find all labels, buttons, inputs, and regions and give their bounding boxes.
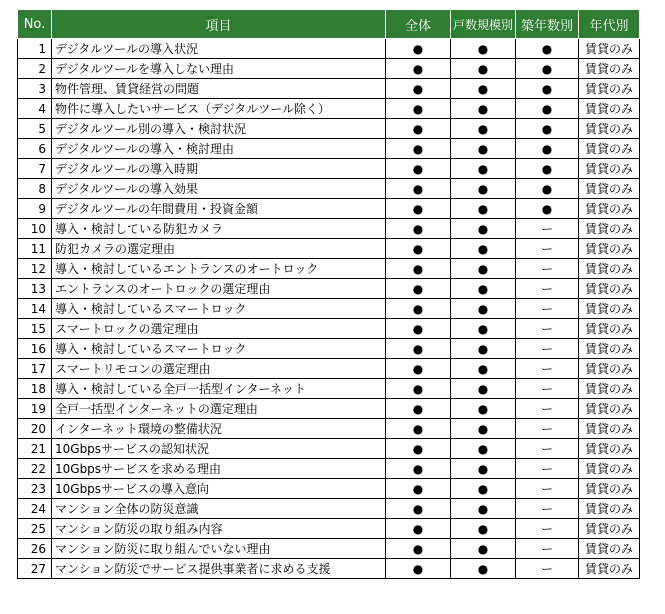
row-age-mark: ● — [516, 39, 579, 59]
row-number: 16 — [18, 339, 52, 359]
table-row — [18, 39, 640, 59]
row-era-value: 賃貸のみ — [579, 179, 640, 199]
row-era-value: 賃貸のみ — [579, 459, 640, 479]
row-units-mark: ● — [451, 499, 516, 519]
row-age-mark: ー — [516, 479, 579, 499]
row-number: 3 — [18, 79, 52, 99]
row-units-mark: ● — [451, 419, 516, 439]
row-item-label: デジタルツール別の導入・検討状況 — [52, 119, 386, 139]
row-number: 8 — [18, 179, 52, 199]
row-item-label: 物件に導入したいサービス（デジタルツール除く） — [52, 99, 386, 119]
row-item-label: マンション全体の防災意識 — [52, 499, 386, 519]
row-item-label: マンション防災の取り組み内容 — [52, 519, 386, 539]
table-row — [18, 399, 640, 419]
table-header-row — [18, 10, 640, 39]
row-units-mark: ● — [451, 359, 516, 379]
row-age-mark: ー — [516, 519, 579, 539]
row-item-label: 導入・検討しているスマートロック — [52, 339, 386, 359]
row-age-mark: ー — [516, 419, 579, 439]
row-era-value: 賃貸のみ — [579, 439, 640, 459]
table-row — [18, 279, 640, 299]
row-number: 20 — [18, 419, 52, 439]
row-units-mark: ● — [451, 59, 516, 79]
row-units-mark: ● — [451, 519, 516, 539]
row-age-mark: ー — [516, 559, 579, 579]
row-all-mark: ● — [386, 519, 451, 539]
row-number: 26 — [18, 539, 52, 559]
row-era-value: 賃貸のみ — [579, 379, 640, 399]
row-item-label: 全戸一括型インターネットの選定理由 — [52, 399, 386, 419]
table-row — [18, 199, 640, 219]
row-era-value: 賃貸のみ — [579, 359, 640, 379]
header-age: 築年数別 — [516, 10, 579, 39]
row-era-value: 賃貸のみ — [579, 279, 640, 299]
row-all-mark: ● — [386, 119, 451, 139]
row-number: 19 — [18, 399, 52, 419]
row-era-value: 賃貸のみ — [579, 119, 640, 139]
row-all-mark: ● — [386, 379, 451, 399]
row-item-label: インターネット環境の整備状況 — [52, 419, 386, 439]
row-era-value: 賃貸のみ — [579, 199, 640, 219]
row-age-mark: ● — [516, 119, 579, 139]
row-number: 1 — [18, 39, 52, 59]
row-era-value: 賃貸のみ — [579, 259, 640, 279]
row-units-mark: ● — [451, 119, 516, 139]
row-item-label: 導入・検討しているスマートロック — [52, 299, 386, 319]
row-item-label: マンション防災に取り組んでいない理由 — [52, 539, 386, 559]
row-all-mark: ● — [386, 259, 451, 279]
table-row — [18, 179, 640, 199]
row-era-value: 賃貸のみ — [579, 339, 640, 359]
table-row — [18, 359, 640, 379]
row-number: 10 — [18, 219, 52, 239]
table-row — [18, 479, 640, 499]
row-era-value: 賃貸のみ — [579, 99, 640, 119]
row-units-mark: ● — [451, 99, 516, 119]
row-all-mark: ● — [386, 239, 451, 259]
row-age-mark: ● — [516, 199, 579, 219]
table-row — [18, 59, 640, 79]
row-item-label: スマートロックの選定理由 — [52, 319, 386, 339]
row-item-label: デジタルツールの導入効果 — [52, 179, 386, 199]
row-number: 7 — [18, 159, 52, 179]
row-era-value: 賃貸のみ — [579, 519, 640, 539]
row-item-label: 導入・検討している防犯カメラ — [52, 219, 386, 239]
table-row — [18, 79, 640, 99]
survey-items-table — [17, 9, 640, 579]
row-era-value: 賃貸のみ — [579, 399, 640, 419]
row-all-mark: ● — [386, 219, 451, 239]
row-units-mark: ● — [451, 199, 516, 219]
row-number: 6 — [18, 139, 52, 159]
row-era-value: 賃貸のみ — [579, 59, 640, 79]
row-age-mark: ー — [516, 239, 579, 259]
row-item-label: デジタルツールの導入時期 — [52, 159, 386, 179]
row-age-mark: ー — [516, 259, 579, 279]
row-units-mark: ● — [451, 479, 516, 499]
row-all-mark: ● — [386, 499, 451, 519]
row-age-mark: ● — [516, 179, 579, 199]
row-all-mark: ● — [386, 419, 451, 439]
row-age-mark: ー — [516, 299, 579, 319]
table-row — [18, 559, 640, 579]
row-era-value: 賃貸のみ — [579, 39, 640, 59]
row-units-mark: ● — [451, 439, 516, 459]
row-units-mark: ● — [451, 259, 516, 279]
row-era-value: 賃貸のみ — [579, 559, 640, 579]
row-item-label: デジタルツールの導入状況 — [52, 39, 386, 59]
row-number: 24 — [18, 499, 52, 519]
row-all-mark: ● — [386, 39, 451, 59]
row-all-mark: ● — [386, 279, 451, 299]
row-item-label: スマートリモコンの選定理由 — [52, 359, 386, 379]
row-item-label: 10Gbpsサービスの認知状況 — [52, 439, 386, 459]
row-age-mark: ● — [516, 159, 579, 179]
table-row — [18, 119, 640, 139]
table-row — [18, 419, 640, 439]
row-age-mark: ー — [516, 499, 579, 519]
row-units-mark: ● — [451, 79, 516, 99]
row-age-mark: ー — [516, 319, 579, 339]
row-all-mark: ● — [386, 139, 451, 159]
row-units-mark: ● — [451, 379, 516, 399]
row-all-mark: ● — [386, 399, 451, 419]
row-all-mark: ● — [386, 479, 451, 499]
row-units-mark: ● — [451, 139, 516, 159]
table-row — [18, 539, 640, 559]
table-row — [18, 519, 640, 539]
row-units-mark: ● — [451, 239, 516, 259]
row-age-mark: ー — [516, 279, 579, 299]
row-age-mark: ー — [516, 379, 579, 399]
row-item-label: 導入・検討している全戸一括型インターネット — [52, 379, 386, 399]
table-row — [18, 499, 640, 519]
row-item-label: デジタルツールの導入・検討理由 — [52, 139, 386, 159]
row-age-mark: ● — [516, 139, 579, 159]
row-units-mark: ● — [451, 319, 516, 339]
row-all-mark: ● — [386, 339, 451, 359]
row-era-value: 賃貸のみ — [579, 79, 640, 99]
row-all-mark: ● — [386, 559, 451, 579]
table-row — [18, 219, 640, 239]
header-no: No. — [18, 10, 52, 39]
row-units-mark: ● — [451, 159, 516, 179]
row-number: 23 — [18, 479, 52, 499]
row-number: 5 — [18, 119, 52, 139]
table-row — [18, 159, 640, 179]
header-all: 全体 — [386, 10, 451, 39]
row-age-mark: ー — [516, 399, 579, 419]
row-age-mark: ● — [516, 99, 579, 119]
row-number: 12 — [18, 259, 52, 279]
row-era-value: 賃貸のみ — [579, 139, 640, 159]
row-units-mark: ● — [451, 299, 516, 319]
row-item-label: 10Gbpsサービスの導入意向 — [52, 479, 386, 499]
row-item-label: 10Gbpsサービスを求める理由 — [52, 459, 386, 479]
table-row — [18, 239, 640, 259]
table-row — [18, 139, 640, 159]
row-number: 13 — [18, 279, 52, 299]
table-row — [18, 459, 640, 479]
row-number: 4 — [18, 99, 52, 119]
row-age-mark: ● — [516, 79, 579, 99]
row-item-label: 物件管理、賃貸経営の問題 — [52, 79, 386, 99]
row-units-mark: ● — [451, 559, 516, 579]
row-number: 25 — [18, 519, 52, 539]
row-units-mark: ● — [451, 179, 516, 199]
row-item-label: 防犯カメラの選定理由 — [52, 239, 386, 259]
table-row — [18, 339, 640, 359]
row-all-mark: ● — [386, 199, 451, 219]
header-era: 年代別 — [579, 10, 640, 39]
row-age-mark: ー — [516, 439, 579, 459]
table-row — [18, 259, 640, 279]
row-age-mark: ー — [516, 359, 579, 379]
row-all-mark: ● — [386, 539, 451, 559]
row-all-mark: ● — [386, 159, 451, 179]
row-units-mark: ● — [451, 39, 516, 59]
row-units-mark: ● — [451, 219, 516, 239]
row-units-mark: ● — [451, 539, 516, 559]
row-number: 9 — [18, 199, 52, 219]
row-number: 15 — [18, 319, 52, 339]
table-row — [18, 319, 640, 339]
row-item-label: 導入・検討しているエントランスのオートロック — [52, 259, 386, 279]
row-era-value: 賃貸のみ — [579, 479, 640, 499]
table-row — [18, 379, 640, 399]
row-era-value: 賃貸のみ — [579, 419, 640, 439]
row-all-mark: ● — [386, 179, 451, 199]
row-number: 17 — [18, 359, 52, 379]
row-number: 22 — [18, 459, 52, 479]
header-units: 戸数規模別 — [451, 10, 516, 39]
row-number: 11 — [18, 239, 52, 259]
row-item-label: デジタルツールの年間費用・投資金額 — [52, 199, 386, 219]
row-all-mark: ● — [386, 79, 451, 99]
row-number: 2 — [18, 59, 52, 79]
row-number: 18 — [18, 379, 52, 399]
row-era-value: 賃貸のみ — [579, 499, 640, 519]
row-all-mark: ● — [386, 359, 451, 379]
row-all-mark: ● — [386, 59, 451, 79]
row-all-mark: ● — [386, 99, 451, 119]
row-era-value: 賃貸のみ — [579, 219, 640, 239]
row-units-mark: ● — [451, 279, 516, 299]
row-age-mark: ー — [516, 539, 579, 559]
row-era-value: 賃貸のみ — [579, 159, 640, 179]
table-row — [18, 99, 640, 119]
row-age-mark: ー — [516, 459, 579, 479]
row-units-mark: ● — [451, 339, 516, 359]
row-units-mark: ● — [451, 459, 516, 479]
row-all-mark: ● — [386, 319, 451, 339]
row-number: 14 — [18, 299, 52, 319]
row-era-value: 賃貸のみ — [579, 299, 640, 319]
row-item-label: デジタルツールを導入しない理由 — [52, 59, 386, 79]
row-item-label: エントランスのオートロックの選定理由 — [52, 279, 386, 299]
row-all-mark: ● — [386, 459, 451, 479]
row-item-label: マンション防災でサービス提供事業者に求める支援 — [52, 559, 386, 579]
table-row — [18, 299, 640, 319]
header-item: 項目 — [52, 10, 386, 39]
row-number: 27 — [18, 559, 52, 579]
row-all-mark: ● — [386, 299, 451, 319]
row-age-mark: ● — [516, 59, 579, 79]
row-all-mark: ● — [386, 439, 451, 459]
row-age-mark: ー — [516, 339, 579, 359]
row-units-mark: ● — [451, 399, 516, 419]
row-age-mark: ー — [516, 219, 579, 239]
row-era-value: 賃貸のみ — [579, 319, 640, 339]
row-number: 21 — [18, 439, 52, 459]
row-era-value: 賃貸のみ — [579, 239, 640, 259]
table-body — [18, 39, 640, 579]
table-row — [18, 439, 640, 459]
row-era-value: 賃貸のみ — [579, 539, 640, 559]
